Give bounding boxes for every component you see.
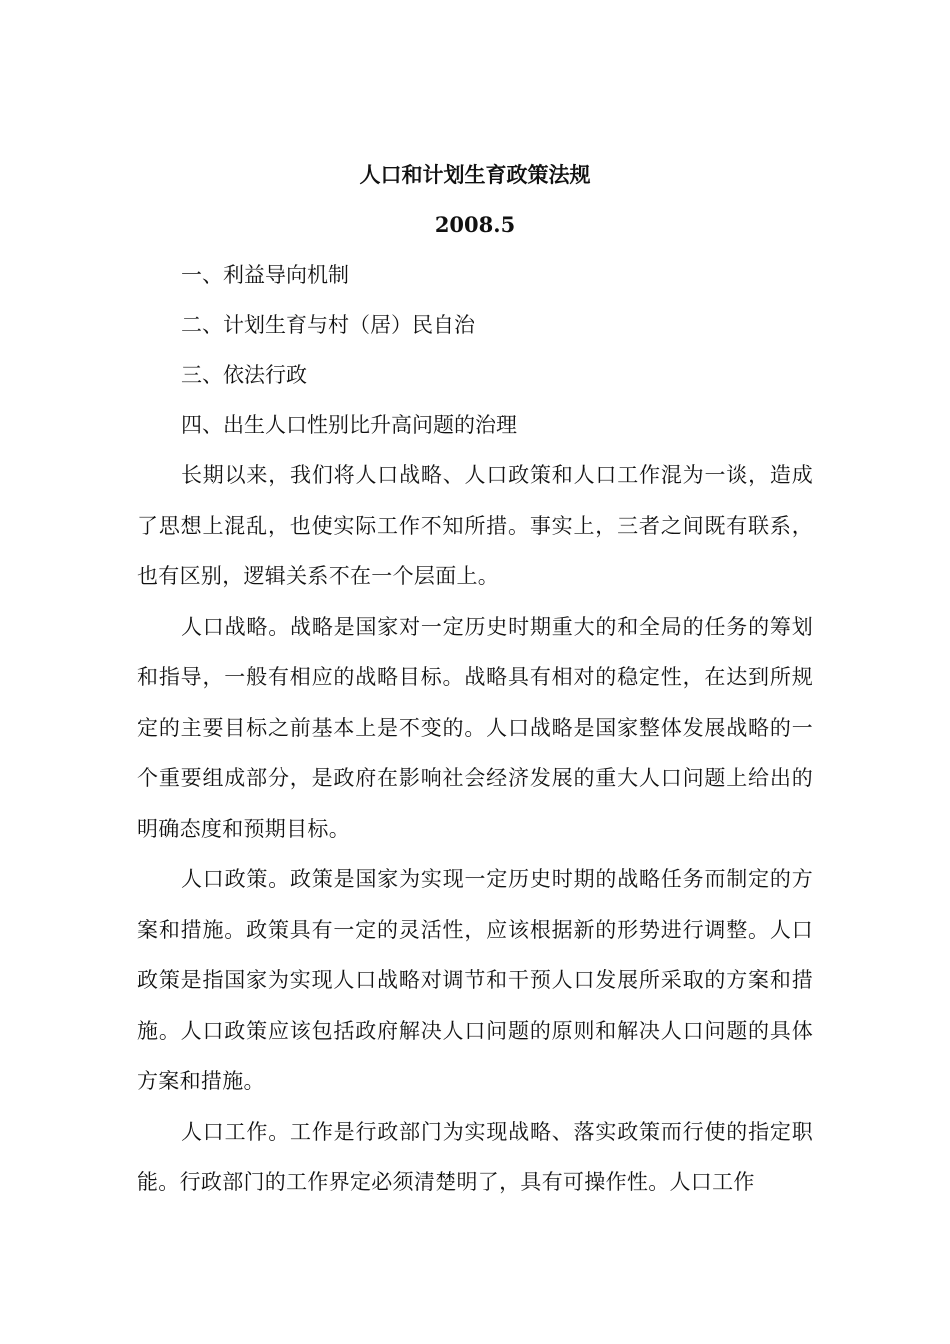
toc-item-2: 二、计划生育与村（居）民自治 [181,313,475,337]
document-date: 2008.5 [434,212,516,237]
toc-item-4: 四、出生人口性别比升高问题的治理 [181,413,517,437]
paragraph-population-policy: 人口政策。政策是国家为实现一定历史时期的战略任务而制定的方案和措施。政策具有一定的灵活性，应该根据新的形势进行调整。人口政策是指国家为实现人口战略对调节和干预人口发展所采取的方案和措施。人口政策应该包括政府解决人口问题的原则和解决人口问题的具体方案和措施。 [137,867,813,1093]
document-page [137,150,813,1208]
paragraph-population-strategy: 人口战略。战略是国家对一定历史时期重大的和全局的任务的筹划和指导，一般有相应的战略目标。战略具有相对的稳定性，在达到所规定的主要目标之前基本上是不变的。人口战略是国家整体发展战略的一个重要组成部分，是政府在影响社会经济发展的重大人口问题上给出的明确态度和预期目标。 [137,614,813,841]
toc-item-1: 一、利益导向机制 [181,263,349,287]
paragraph-population-work: 人口工作。工作是行政部门为实现战略、落实政策而行使的指定职能。行政部门的工作界定必须清楚明了，具有可操作性。人口工作 [137,1119,813,1194]
toc-item-3: 三、依法行政 [181,363,307,387]
document-title: 人口和计划生育政策法规 [359,162,591,187]
paragraph-intro: 长期以来，我们将人口战略、人口政策和人口工作混为一谈，造成了思想上混乱，也使实际工作不知所措。事实上，三者之间既有联系，也有区别，逻辑关系不在一个层面上。 [137,463,813,588]
